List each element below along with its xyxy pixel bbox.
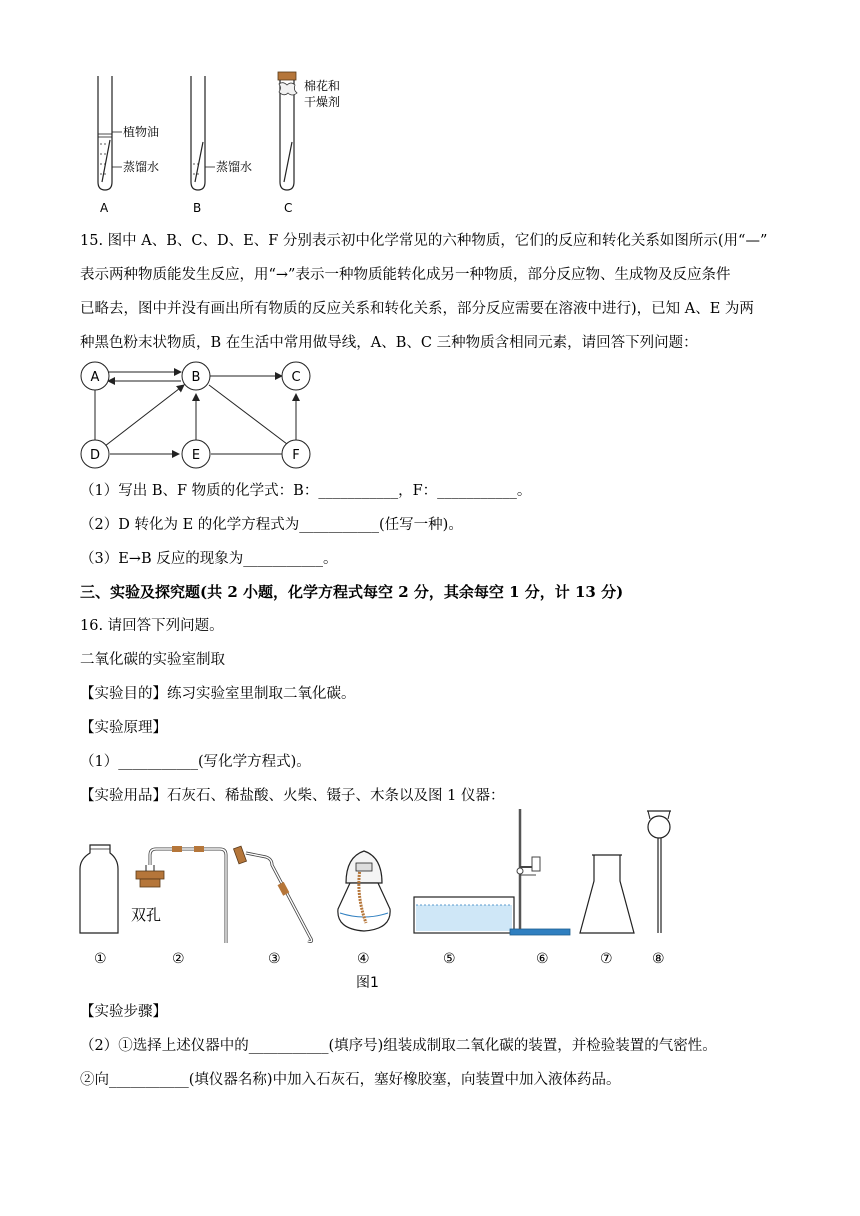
- label-distilled-water-a: 蒸馏水: [123, 160, 160, 174]
- svg-text:D: D: [89, 448, 101, 463]
- iron-stand-apparatus: [510, 809, 570, 935]
- test-tube-b: [191, 76, 215, 190]
- gas-bottle-apparatus: [80, 845, 118, 933]
- q15-sub-2: （2）D 转化为 E 的化学方程式为___________(任写一种)。: [80, 517, 463, 533]
- figure-1-caption: 图1: [356, 975, 379, 991]
- apparatus-number-4: ④: [357, 951, 370, 967]
- section-3-title: 三、实验及探究题(共 2 小题，化学方程式每空 2 分，其余每空 1 分，计 13 分): [80, 583, 624, 601]
- alcohol-lamp-apparatus: [338, 851, 390, 931]
- q16-purpose: 【实验目的】练习实验室里制取二氧化碳。: [80, 686, 356, 702]
- test-tube-a: [98, 76, 122, 190]
- edge-d-to-b: [105, 385, 184, 446]
- apparatus-number-7: ⑦: [600, 951, 613, 967]
- tube-letter-c: C: [284, 201, 293, 215]
- apparatus-number-1: ①: [94, 951, 107, 967]
- tube-letter-a: A: [100, 201, 109, 215]
- svg-text:E: E: [191, 448, 201, 463]
- node-f: [282, 440, 310, 468]
- tube-letter-b: B: [193, 201, 202, 215]
- svg-text:B: B: [191, 370, 201, 385]
- apparatus-number-2: ②: [172, 951, 185, 967]
- apparatus-figure-1: [74, 805, 694, 995]
- test-tube-c: [278, 72, 297, 190]
- two-hole-stopper-apparatus: [136, 846, 226, 943]
- q15-stem-line-2: 表示两种物质能发生反应，用“→”表示一种物质能转化成另一种物质，部分反应物、生成物及反应条件: [80, 267, 731, 283]
- long-neck-funnel-apparatus: [647, 811, 671, 933]
- q15-stem-line-3: 已略去，图中并没有画出所有物质的反应关系和转化关系，部分反应需要在溶液中进行)，已知 A、E 为两: [80, 301, 754, 317]
- label-two-hole: 双孔: [131, 906, 162, 924]
- q16-principle-heading: 【实验原理】: [80, 720, 167, 736]
- label-vegetable-oil: 植物油: [123, 125, 160, 139]
- svg-text:F: F: [292, 448, 300, 463]
- svg-text:A: A: [90, 370, 100, 385]
- q15-sub-1: （1）写出 B、F 物质的化学式：B：___________，F：___________。: [80, 483, 532, 499]
- svg-text:C: C: [291, 370, 301, 385]
- q16-steps-heading: 【实验步骤】: [80, 1004, 167, 1020]
- conical-flask-apparatus: [580, 855, 634, 933]
- q16-title: 16. 请回答下列问题。: [80, 618, 224, 634]
- edge-b-f: [209, 385, 287, 444]
- node-a: [81, 362, 109, 390]
- q16-materials: 【实验用品】石灰石、稀盐酸、火柴、镊子、木条以及图 1 仪器：: [80, 788, 505, 804]
- q16-subtitle: 二氧化碳的实验室制取: [80, 652, 225, 668]
- node-d: [81, 440, 109, 468]
- apparatus-number-3: ③: [268, 951, 281, 967]
- q16-step-2-1: （2）①选择上述仪器中的___________(填序号)组装成制取二氧化碳的装置，并检验装置的气密性。: [80, 1038, 717, 1054]
- q16-principle-1: （1）___________(写化学方程式)。: [80, 754, 311, 770]
- apparatus-number-5: ⑤: [443, 951, 456, 967]
- q15-stem-line-1: 15. 图中 A、B、C、D、E、F 分别表示初中化学常见的六种物质，它们的反应和转化关系如图所示(用“—”: [80, 233, 768, 249]
- node-b: [182, 362, 210, 390]
- water-trough-apparatus: [414, 897, 514, 933]
- single-stopper-tube-apparatus: [234, 846, 312, 941]
- apparatus-number-8: ⑧: [652, 951, 665, 967]
- label-desiccant: 干燥剂: [304, 95, 341, 109]
- q15-stem-line-4: 种黑色粉末状物质，B 在生活中常用做导线，A、B、C 三种物质含相同元素，请回答下列问题：: [80, 335, 698, 351]
- node-c: [282, 362, 310, 390]
- q15-relation-diagram: [76, 360, 326, 470]
- label-cotton: 棉花和: [304, 79, 341, 93]
- node-e: [182, 440, 210, 468]
- apparatus-number-6: ⑥: [536, 951, 549, 967]
- q15-sub-3: （3）E→B 反应的现象为___________。: [80, 551, 338, 567]
- test-tubes-figure: [80, 70, 380, 218]
- q16-step-2-2: ②向___________(填仪器名称)中加入石灰石，塞好橡胶塞，向装置中加入液体药品。: [80, 1072, 621, 1088]
- label-distilled-water-b: 蒸馏水: [216, 160, 253, 174]
